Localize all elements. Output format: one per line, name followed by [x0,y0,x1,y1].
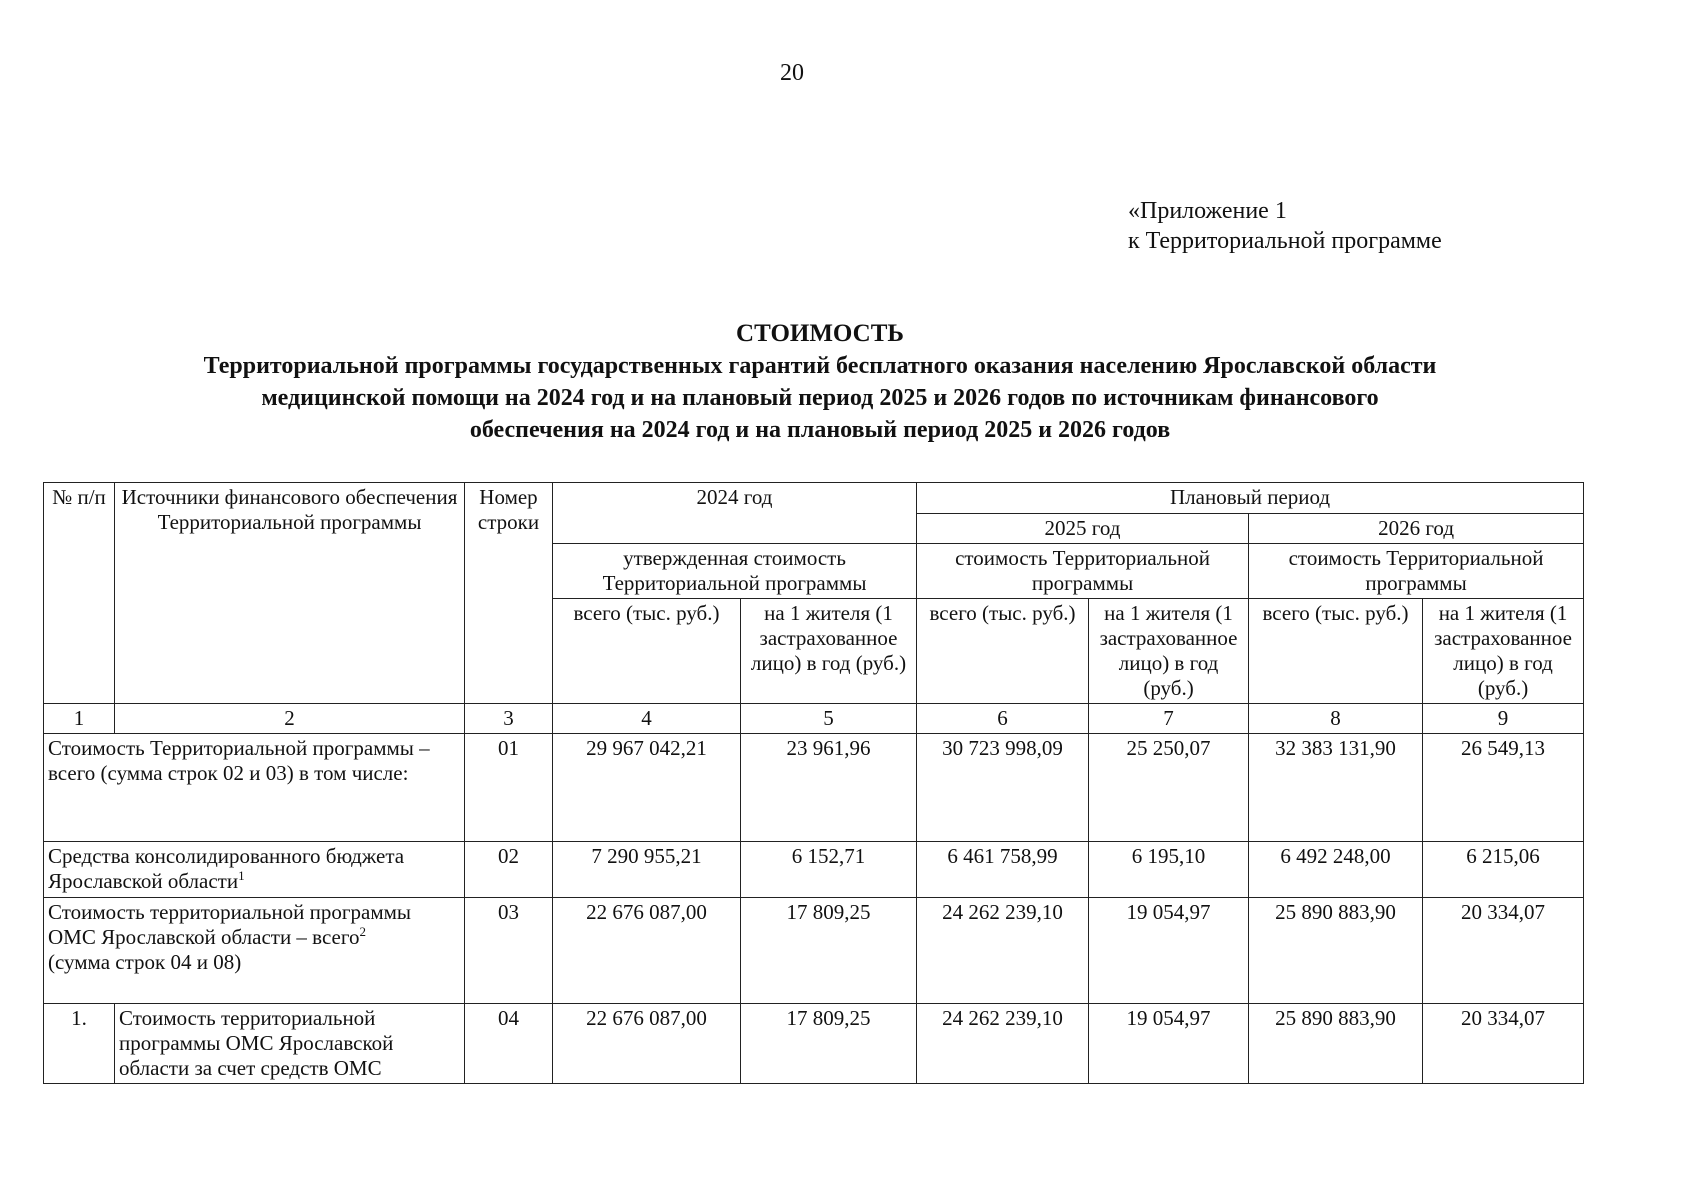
value-2026-total: 32 383 131,90 [1249,734,1423,842]
column-number: 3 [465,704,553,734]
header-2026-total: всего (тыс. руб.) [1249,599,1423,704]
header-cost-2025: стоимость Территориальной программы [917,544,1249,599]
value-2026-per-resident: 20 334,07 [1423,1004,1584,1084]
title-line-4: обеспечения на 2024 год и на плановый период 2025 и 2026 годов [469,417,1171,443]
title-line-3: медицинской помощи на 2024 год и на плановый период 2025 и 2026 годов по источникам финансового [261,385,1379,411]
header-sources: Источники финансового обеспечения Территориальной программы [115,483,465,704]
row-line-number: 04 [465,1004,553,1084]
value-2025-per-resident: 19 054,97 [1089,1004,1249,1084]
row-source-name [44,842,465,898]
value-2024-per-resident: 17 809,25 [741,1004,917,1084]
value-2025-total: 24 262 239,10 [917,1004,1089,1084]
column-number: 8 [1249,704,1423,734]
header-2025-total: всего (тыс. руб.) [917,599,1089,704]
value-2024-per-resident: 17 809,25 [741,898,917,1004]
value-2024-total: 29 967 042,21 [553,734,741,842]
title-line-1: СТОИМОСТЬ [736,320,904,347]
row-source-subtext: (сумма строк 04 и 08) [48,950,242,974]
title-line-2: Территориальной программы государственных гарантий бесплатного оказания населению Ярославской области [203,353,1437,379]
column-number: 9 [1423,704,1584,734]
column-number: 7 [1089,704,1249,734]
row-source-name [44,898,465,1004]
page-number: 20 [780,60,804,86]
value-2024-per-resident: 6 152,71 [741,842,917,898]
column-numbers-row [44,704,1584,734]
header-year-2025: 2025 год [917,514,1249,544]
value-2025-per-resident: 19 054,97 [1089,898,1249,1004]
header-2024-total: всего (тыс. руб.) [553,599,741,704]
header-year-2026: 2026 год [1249,514,1584,544]
row-source-name: Стоимость территориальной программы ОМС Ярославской области за счет средств ОМС [115,1004,465,1084]
document-title [40,318,1600,446]
value-2026-total: 25 890 883,90 [1249,1004,1423,1084]
column-number: 2 [115,704,465,734]
value-2025-total: 24 262 239,10 [917,898,1089,1004]
header-2024-per-resident: на 1 жителя (1 застрахованное лицо) в год (руб.) [741,599,917,704]
header-year-2024: 2024 год [553,483,917,544]
column-number: 5 [741,704,917,734]
value-2024-total: 22 676 087,00 [553,1004,741,1084]
row-source-name: Стоимость Территориальной программы – всего (сумма строк 02 и 03) в том числе: [44,734,465,842]
cost-table [43,482,1584,1084]
value-2024-per-resident: 23 961,96 [741,734,917,842]
value-2026-total: 6 492 248,00 [1249,842,1423,898]
appendix-line-2: к Территориальной программе [1128,228,1442,254]
column-number: 1 [44,704,115,734]
table-row [44,734,1584,842]
header-num: № п/п [44,483,115,704]
column-number: 6 [917,704,1089,734]
header-cost-2026: стоимость Территориальной программы [1249,544,1584,599]
header-approved-cost: утвержденная стоимость Территориальной программы [553,544,917,599]
value-2025-total: 30 723 998,09 [917,734,1089,842]
row-line-number: 03 [465,898,553,1004]
value-2024-total: 22 676 087,00 [553,898,741,1004]
header-2026-per-resident: на 1 жителя (1 застрахованное лицо) в год (руб.) [1423,599,1584,704]
row-source-text: Средства консолидированного бюджета Ярославской области [48,844,405,893]
header-row-1 [44,483,1584,514]
value-2025-per-resident: 25 250,07 [1089,734,1249,842]
value-2026-per-resident: 20 334,07 [1423,898,1584,1004]
value-2026-per-resident: 26 549,13 [1423,734,1584,842]
header-planned-period: Плановый период [917,483,1584,514]
value-2024-total: 7 290 955,21 [553,842,741,898]
value-2025-per-resident: 6 195,10 [1089,842,1249,898]
value-2025-total: 6 461 758,99 [917,842,1089,898]
header-2025-per-resident: на 1 жителя (1 застрахованное лицо) в год (руб.) [1089,599,1249,704]
row-source-text: Стоимость территориальной программы ОМС Ярославской области – всего [48,900,412,949]
footnote-marker: 2 [359,924,366,939]
value-2026-per-resident: 6 215,06 [1423,842,1584,898]
row-line-number: 02 [465,842,553,898]
header-row-number: Номер строки [465,483,553,704]
column-number: 4 [553,704,741,734]
appendix-line-1: «Приложение 1 [1128,198,1287,224]
table-row [44,898,1584,1004]
value-2026-total: 25 890 883,90 [1249,898,1423,1004]
appendix-reference [1128,196,1442,256]
footnote-marker: 1 [238,868,245,883]
row-line-number: 01 [465,734,553,842]
table-row [44,842,1584,898]
table-row [44,1004,1584,1084]
row-item-number: 1. [44,1004,115,1084]
